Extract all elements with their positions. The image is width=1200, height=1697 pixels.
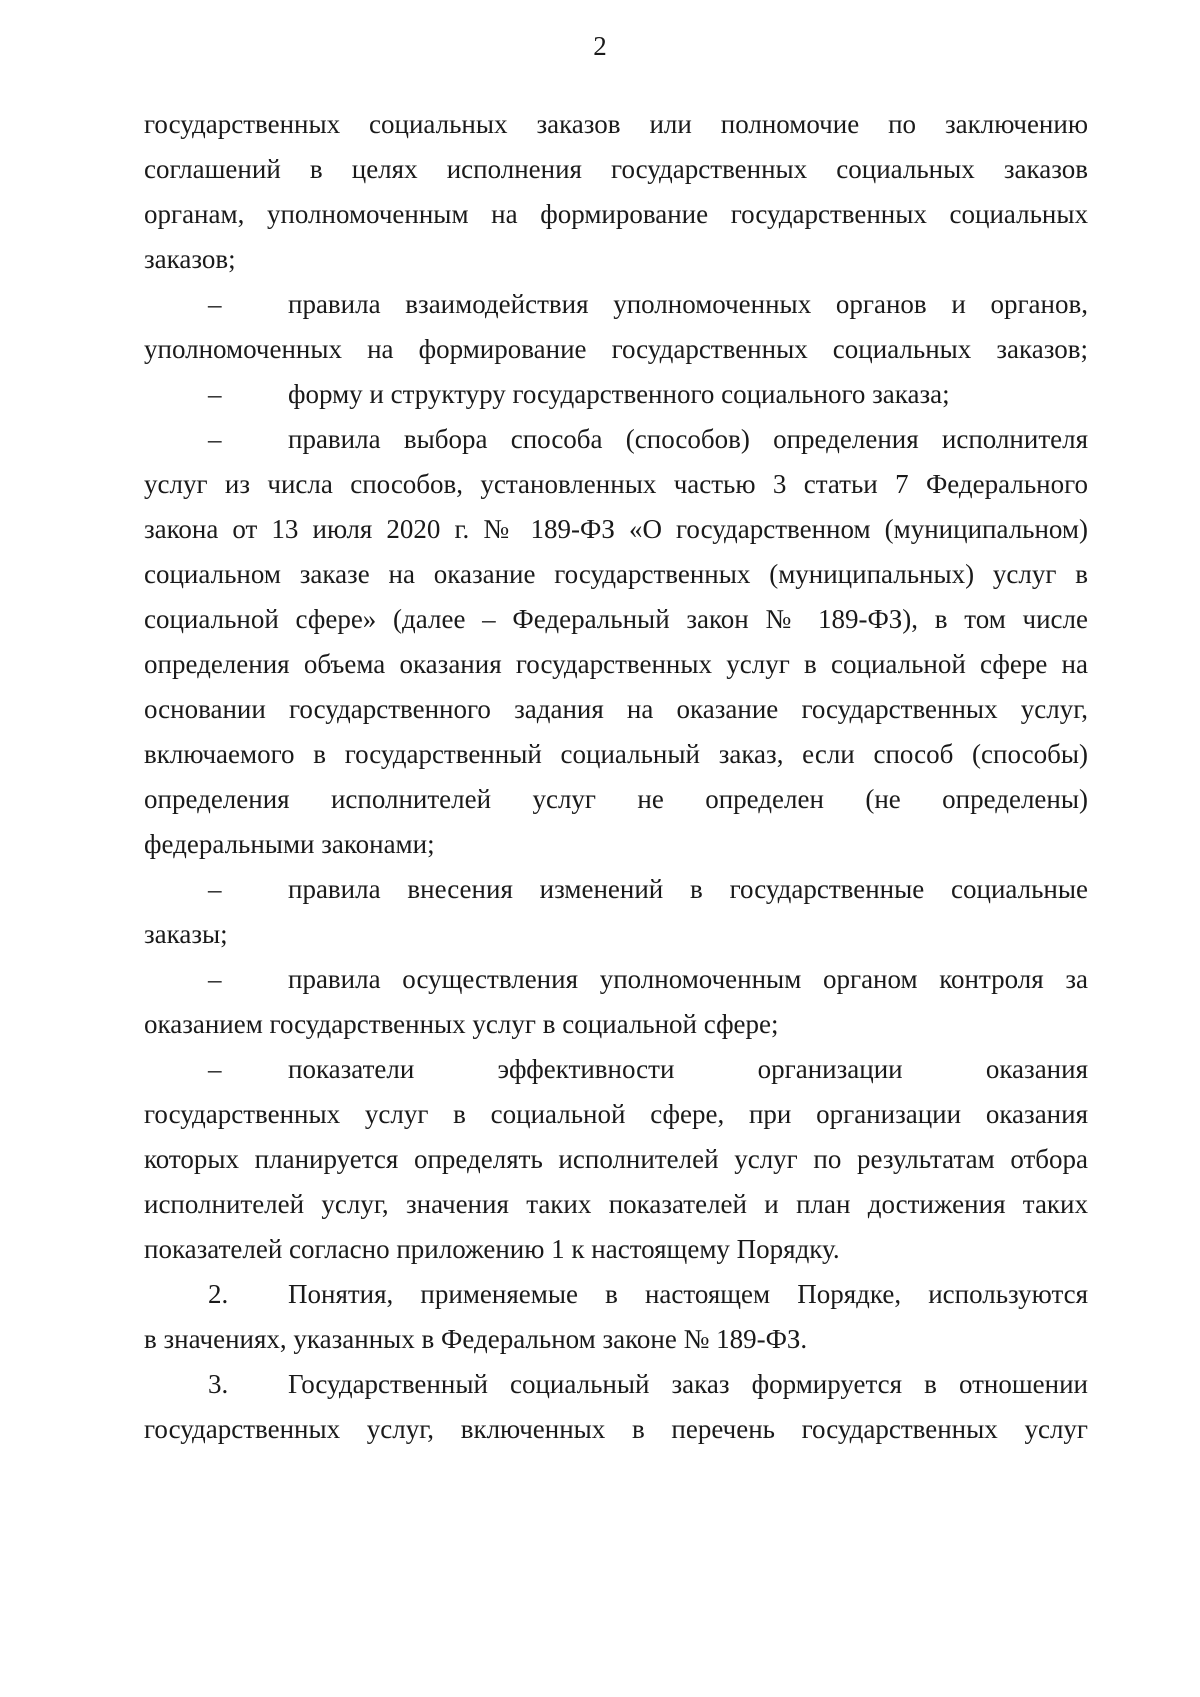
list-dash: – [208, 289, 222, 319]
text-line: оказанием государственных услуг в социальной сфере; [144, 1009, 779, 1039]
list-dash: – [208, 1054, 222, 1084]
text-line: исполнителей услуг, значения таких показателей и план достижения таких [144, 1189, 1088, 1219]
text-line: государственных социальных заказов или полномочие по заключению [144, 109, 1088, 139]
text-line: уполномоченных на формирование государственных социальных заказов; [144, 334, 1088, 364]
text-line: органам, уполномоченным на формирование государственных социальных [144, 199, 1088, 229]
text-line: соглашений в целях исполнения государственных социальных заказов [144, 154, 1088, 184]
paragraph-number: 3. [208, 1369, 229, 1399]
text-line: в значениях, указанных в Федеральном законе № 189-ФЗ. [144, 1324, 808, 1354]
list-dash: – [208, 379, 222, 409]
list-dash: – [208, 424, 222, 454]
text-line: правила выбора способа (способов) определения исполнителя [288, 424, 1088, 454]
text-line: социальном заказе на оказание государственных (муниципальных) услуг в [144, 559, 1088, 589]
page-number: 2 [593, 31, 607, 61]
text-line: государственных услуг в социальной сфере, при организации оказания [144, 1099, 1088, 1129]
text-line: правила внесения изменений в государственные социальные [288, 874, 1088, 904]
text-line: Государственный социальный заказ формируется в отношении [288, 1369, 1088, 1399]
text-line: показатели эффективности организации оказания [288, 1054, 1088, 1084]
paragraph-number: 2. [208, 1279, 229, 1309]
text-line: услуг из числа способов, установленных частью 3 статьи 7 Федерального [144, 469, 1088, 499]
text-line: форму и структуру государственного социального заказа; [288, 379, 950, 409]
text-line: заказы; [144, 919, 228, 949]
list-dash: – [208, 964, 222, 994]
text-line: основании государственного задания на оказание государственных услуг, [144, 694, 1088, 724]
text-line: которых планируется определять исполнителей услуг по результатам отбора [144, 1144, 1088, 1174]
text-line: включаемого в государственный социальный заказ, если способ (способы) [144, 739, 1088, 769]
text-line: социальной сфере» (далее – Федеральный закон № 189-ФЗ), в том числе [144, 604, 1088, 634]
text-line: Понятия, применяемые в настоящем Порядке, используются [288, 1279, 1088, 1309]
list-dash: – [208, 874, 222, 904]
text-line: правила осуществления уполномоченным органом контроля за [288, 964, 1088, 994]
text-line: правила взаимодействия уполномоченных органов и органов, [288, 289, 1088, 319]
text-line: показателей согласно приложению 1 к настоящему Порядку. [144, 1234, 840, 1264]
text-line: определения объема оказания государственных услуг в социальной сфере на [144, 649, 1088, 679]
text-line: федеральными законами; [144, 829, 435, 859]
text-line: государственных услуг, включенных в перечень государственных услуг [144, 1414, 1088, 1444]
text-line: закона от 13 июля 2020 г. № 189-ФЗ «О государственном (муниципальном) [144, 514, 1088, 544]
text-line: заказов; [144, 244, 236, 274]
text-line: определения исполнителей услуг не определен (не определены) [144, 784, 1088, 814]
